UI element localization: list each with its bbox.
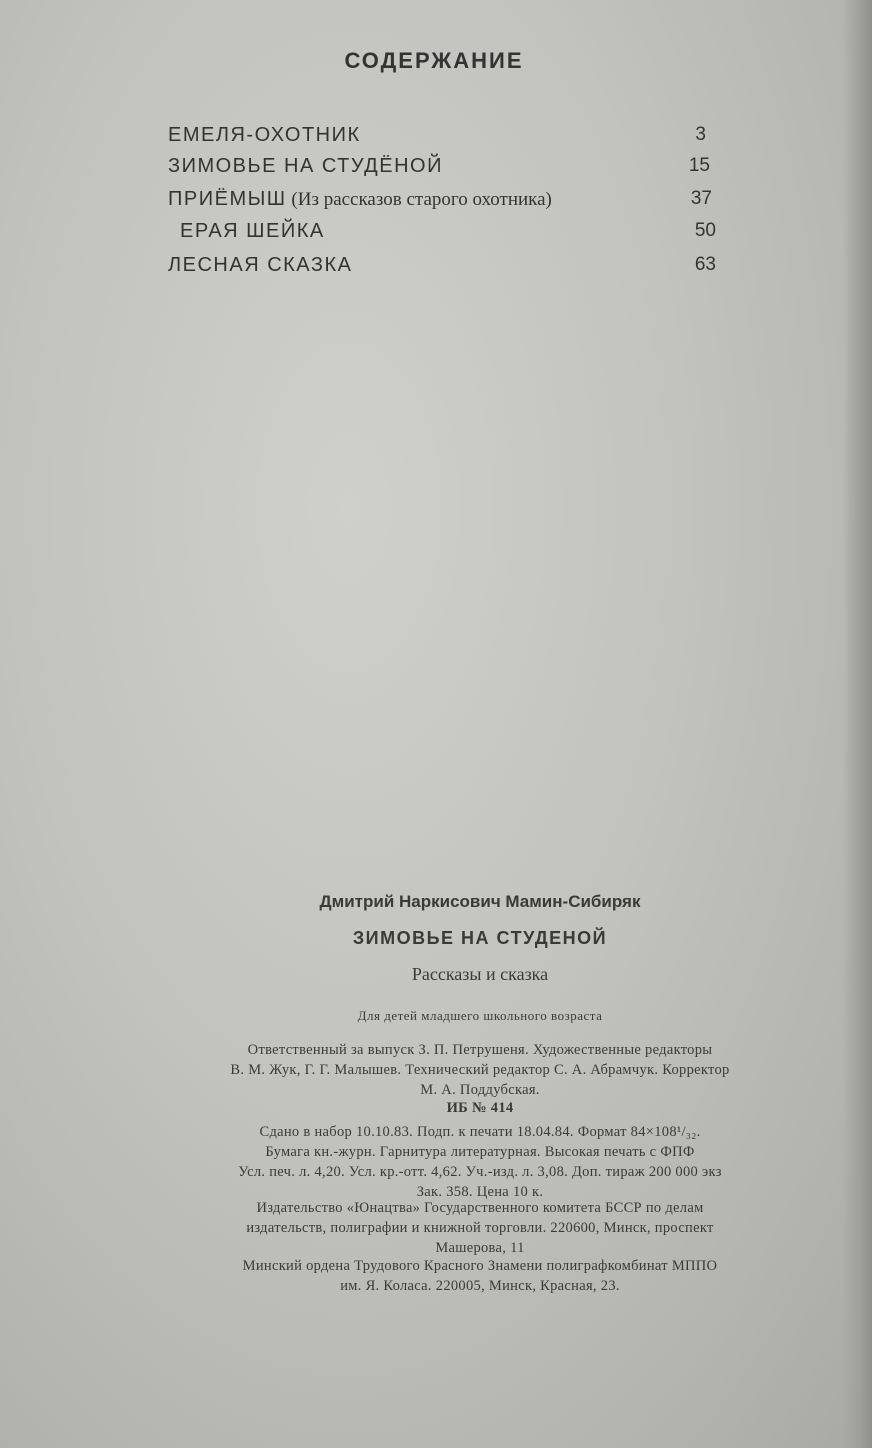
imprint-title: ЗИМОВЬЕ НА СТУДЕНОЙ — [352, 928, 608, 948]
print-line: Сдано в набор 10.10.83. Подп. к печати 18.04.84. Формат 84×108¹/₃₂. — [259, 1124, 701, 1140]
imprint-ib-number: ИБ № 414 — [446, 1100, 514, 1116]
printer-line: Минский ордена Трудового Красного Знамени полиграфкомбинат МППО — [242, 1258, 718, 1274]
imprint-author: Дмитрий Наркисович Мамин-Сибиряк — [319, 892, 641, 911]
imprint-credits — [150, 1040, 810, 1100]
credits-line: Ответственный за выпуск З. П. Петрушеня. Художественные редакторы — [247, 1042, 713, 1058]
imprint-print-details — [150, 1122, 810, 1202]
toc-entry-title: ЗИМОВЬЕ НА СТУДЁНОЙ — [168, 155, 443, 177]
toc-entry-title: ЕРАЯ ШЕЙКА — [180, 220, 325, 242]
toc-entry-page: 3 — [695, 124, 706, 145]
page-edge-shadow — [842, 0, 872, 1448]
toc-entry — [168, 220, 716, 246]
contents-heading: СОДЕРЖАНИЕ — [344, 48, 524, 73]
print-line: Зак. 358. Цена 10 к. — [416, 1184, 544, 1200]
toc-entry — [168, 188, 716, 214]
toc-entry-title — [168, 188, 552, 211]
credits-line: В. М. Жук, Г. Г. Малышев. Технический редактор С. А. Абрамчук. Корректор — [230, 1062, 730, 1078]
imprint-subtitle: Рассказы и сказка — [411, 964, 549, 984]
toc-entry-page: 50 — [694, 220, 716, 241]
toc-entry — [168, 254, 716, 280]
toc-entry-title: ЛЕСНАЯ СКАЗКА — [168, 254, 353, 276]
toc-entry-page: 63 — [694, 254, 716, 275]
print-line: Бумага кн.-журн. Гарнитура литературная. Высокая печать с ФПФ — [265, 1144, 695, 1160]
toc-entry-title: ЕМЕЛЯ-ОХОТНИК — [168, 124, 361, 146]
toc-entry-title-main: ПРИЁМЫШ — [168, 188, 287, 210]
toc-entry-subtitle: (Из рассказов старого охотника) — [286, 189, 552, 210]
printer-line: им. Я. Коласа. 220005, Минск, Красная, 23. — [340, 1278, 620, 1294]
toc-entry-page: 15 — [688, 155, 710, 176]
publisher-line: Машерова, 11 — [435, 1240, 525, 1256]
toc-entry — [168, 124, 716, 150]
credits-line: М. А. Поддубская. — [420, 1082, 540, 1098]
imprint-printer — [150, 1256, 810, 1296]
publisher-line: Издательство «Юнацтва» Государственного комитета БССР по делам — [256, 1200, 704, 1216]
publisher-line: издательств, полиграфии и книжной торговли. 220600, Минск, проспект — [246, 1220, 714, 1236]
toc-entry-page: 37 — [690, 188, 712, 209]
imprint-audience: Для детей младшего школьного возраста — [357, 1008, 603, 1023]
imprint-publisher — [150, 1198, 810, 1258]
print-line: Усл. печ. л. 4,20. Усл. кр.-отт. 4,62. Уч.-изд. л. 3,08. Доп. тираж 200 000 экз — [238, 1164, 722, 1180]
toc-entry — [168, 155, 716, 181]
